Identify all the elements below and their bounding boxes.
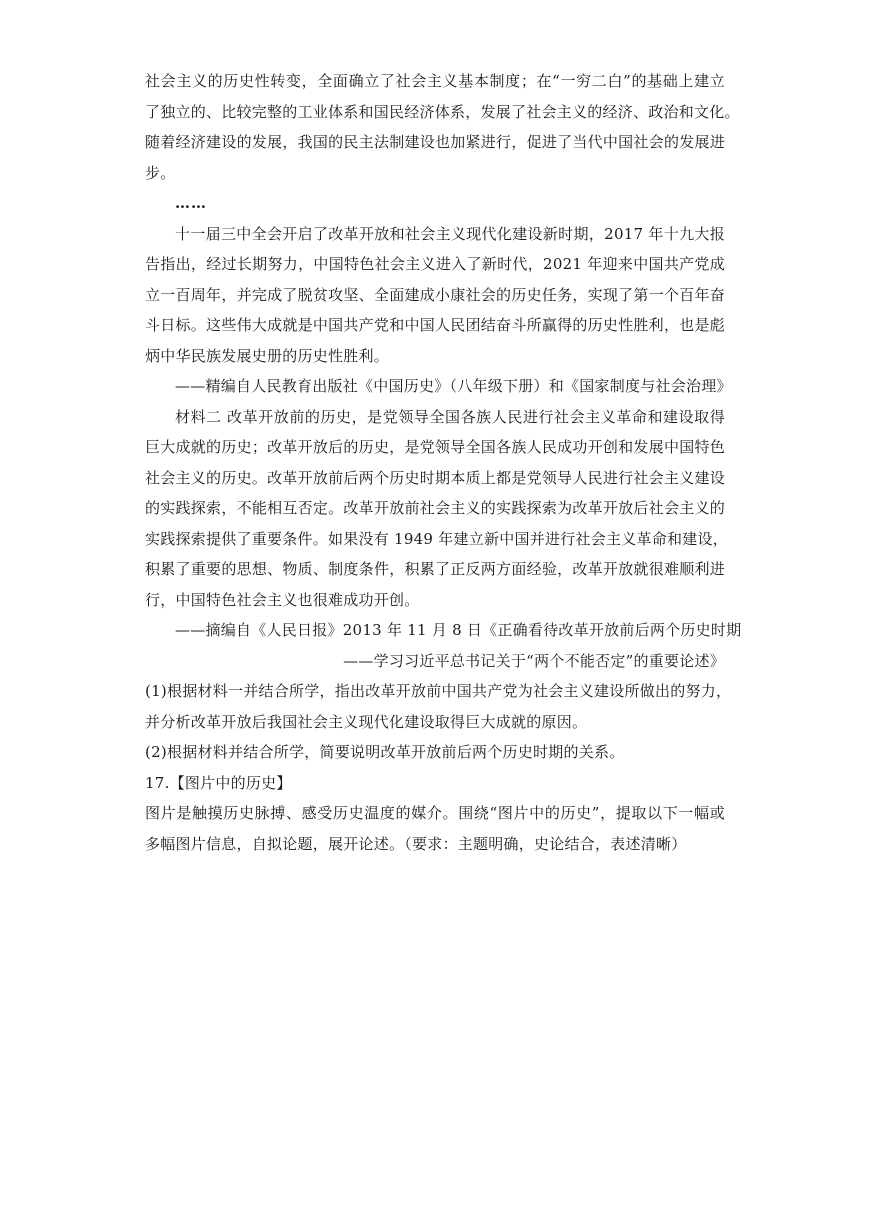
text-line: 多幅图片信息，自拟论题，展开论述。（要求：主题明确，史论结合，表述清晰） — [145, 834, 687, 853]
question-17-title: 17.【图片中的历史】 — [145, 773, 292, 792]
text-line: 图片是触摸历史脉搏、感受历史温度的媒介。围绕“图片中的历史”，提取以下一幅或 — [145, 804, 725, 822]
question-1: (1)根据材料一并结合所学，指出改革开放前中国共产党为社会主义建设所做出的努力， — [145, 682, 732, 700]
text-line: 告指出，经过长期努力，中国特色社会主义进入了新时代，2021 年迎来中国共产党成 — [145, 255, 725, 273]
source-citation: ——学习习近平总书记关于“两个不能否定”的重要论述》 — [343, 651, 725, 670]
source-citation: ——精编自人民教育出版社《中国历史》（八年级下册）和《国家制度与社会治理》 — [175, 377, 732, 395]
text-line: 十一届三中全会开启了改革开放和社会主义现代化建设新时期，2017 年十九大报 — [175, 224, 725, 243]
text-line: 的实践探索，不能相互否定。改革开放前社会主义的实践探索为改革开放后社会主义的 — [145, 499, 725, 517]
text-line: 行，中国特色社会主义也很难成功开创。 — [145, 590, 420, 609]
text-line: 斗日标。这些伟大成就是中国共产党和中国人民团结奋斗所赢得的历史性胜利，也是彪 — [145, 316, 725, 334]
text-line: 巨大成就的历史；改革开放后的历史，是党领导全国各族人民成功开创和发展中国特色 — [145, 438, 725, 456]
text-line: 社会主义的历史。改革开放前后两个历史时期本质上都是党领导人民进行社会主义建设 — [145, 468, 725, 487]
text-line: 积累了重要的思想、物质、制度条件，积累了正反两方面经验，改革开放就很难顺利进 — [145, 560, 725, 578]
source-citation: ——摘编自《人民日报》2013 年 11 月 8 日《正确看待改革开放前后两个历史时期 — [175, 621, 742, 639]
ellipsis: …… — [175, 194, 207, 212]
text-line: 了独立的、比较完整的工业体系和国民经济体系，发展了社会主义的经济、政治和文化。 — [145, 102, 740, 121]
text-line: 实践探索提供了重要条件。如果没有 1949 年建立新中国并进行社会主义革命和建设， — [145, 529, 728, 548]
question-2: (2)根据材料并结合所学，简要说明改革开放前后两个历史时期的关系。 — [145, 743, 625, 761]
text-line: 立一百周年，并完成了脱贫攻坚、全面建成小康社会的历史任务，实现了第一个百年奋 — [145, 285, 725, 304]
text-line: 炳中华民族发展史册的历史性胜利。 — [145, 346, 390, 365]
question-1: 并分析改革开放后我国社会主义现代化建设取得巨大成就的原因。 — [145, 712, 588, 731]
document-page — [145, 66, 742, 859]
text-line: 材料二 改革开放前的历史，是党领导全国各族人民进行社会主义革命和建设取得 — [175, 407, 725, 426]
text-line: 随着经济建设的发展，我国的民主法制建设也加紧进行，促进了当代中国社会的发展进 — [145, 133, 725, 151]
text-line: 社会主义的历史性转变，全面确立了社会主义基本制度；在“一穷二白”的基础上建立 — [145, 72, 725, 90]
text-line: 步。 — [145, 163, 176, 182]
